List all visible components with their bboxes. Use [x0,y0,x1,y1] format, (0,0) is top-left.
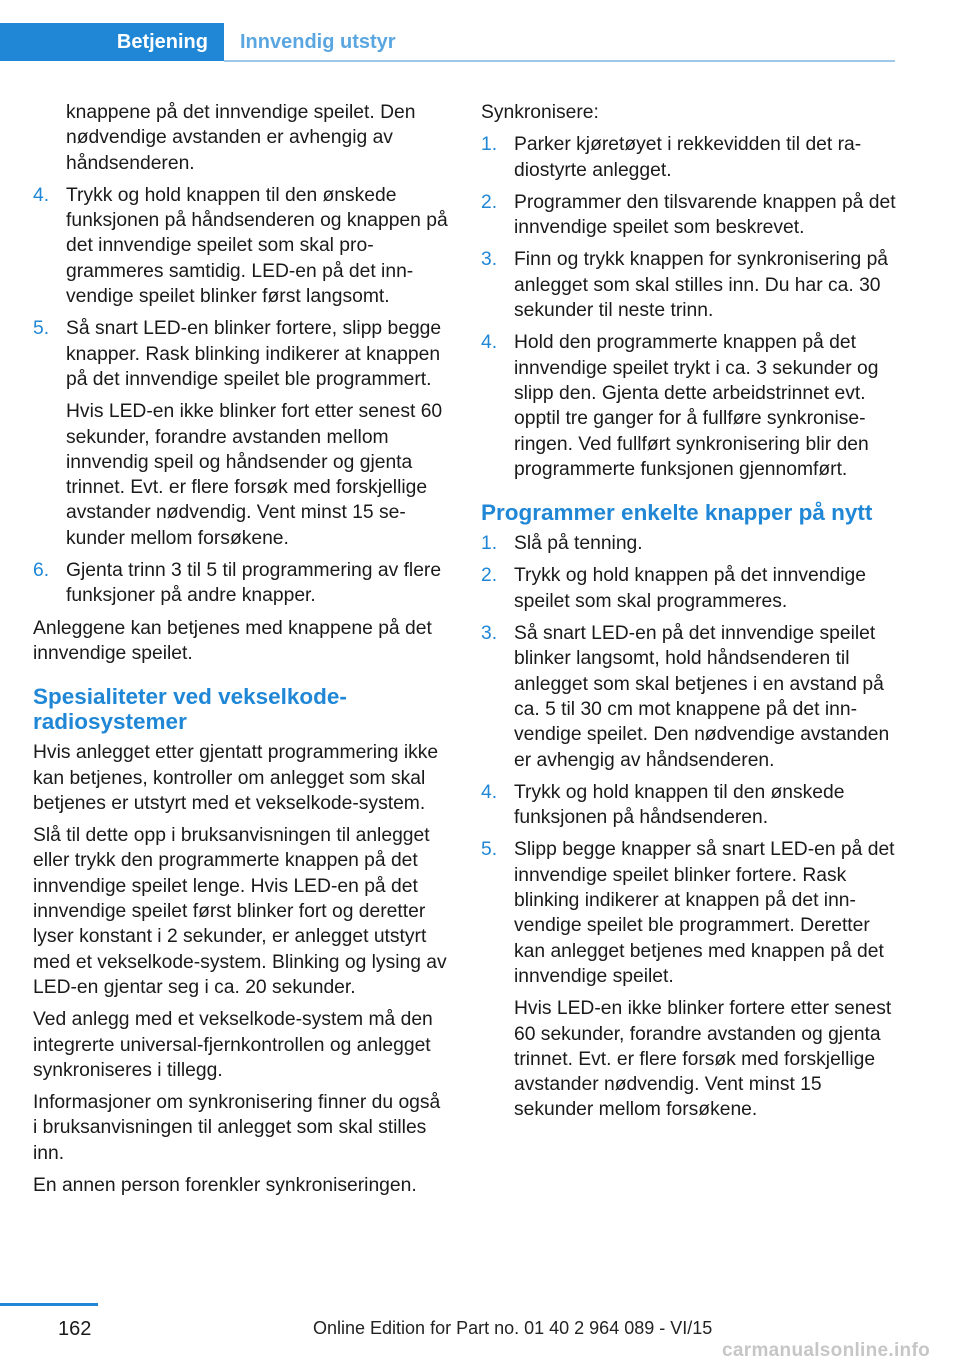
paragraph: En annen person forenkler synkroniseringen. [33,1174,417,1196]
list-item [481,531,899,556]
step-text [514,132,899,183]
step-text [66,183,449,309]
programming-steps-list [33,183,449,609]
step-number: 2. [481,191,498,213]
step-paragraph: Finn og trykk knappen for synkronisering på anlegget som skal stilles inn. Du har ca. 30 sekunder til neste trinn. [514,249,889,322]
list-item [33,316,449,551]
step-text [66,316,449,551]
step-text [514,531,899,556]
section-tab: Innvendig utstyr [240,31,396,53]
step-number: 5. [481,839,498,861]
page-number: 162 [58,1318,92,1340]
step-text [514,780,899,831]
step-paragraph: Slipp begge knapper så snart LED-en på det innvendige speilet blinker fortere. Rask blinking indikerer at knappen på det innvendige speilet ble programmert. Deretter kan anlegget betjenes med knappen på det innvendige speilet. [514,839,895,987]
step-number: 4. [481,332,498,354]
list-item [481,837,899,1122]
step-paragraph: Slå på tenning. [514,533,643,555]
reprogram-steps-list [481,531,899,1123]
step-text [66,558,449,609]
step-text [514,621,899,773]
chapter-tab [0,23,224,61]
list-item [481,621,899,773]
step-number: 5. [33,318,50,340]
step-number: 6. [33,560,50,582]
step-text [514,330,899,482]
section-heading-rolling-code: Spesialiteter ved vekselkode-radiosystemer [33,684,347,735]
step-text [514,247,899,323]
step-number: 3. [481,623,498,645]
step-paragraph: Hvis LED-en ikke blinker fortere etter senest 60 sekunder, forandre avstanden og gjenta trinnet. Evt. er flere forsøk med forskjellige avstander nødvendig. Vent minst 15 sekunder mellom forsøkene. [514,998,892,1121]
step-paragraph: Trykk og hold knappen til den ønskede funksjonen på håndsenderen. [514,781,845,829]
header-rule [224,60,895,62]
step-paragraph: Hvis LED-en ikke blinker fort etter senest 60 sekunder, forandre avstanden mellom innvendig speil og håndsender og gjenta trinnet. Evt. er flere forsøk med forskjellige avstander nødvendig. Vent minst 15 sekunder mellom forsøkene. [66,401,443,549]
list-item [481,563,899,614]
step-paragraph: Parker kjøretøyet i rekkevidden til det radiostyrte anlegget. [514,134,862,181]
section-heading-reprogram: Programmer enkelte knapper på nytt [481,500,873,526]
step-number: 4. [481,781,498,803]
paragraph: Informasjoner om synkronisering finner du også i bruksanvisningen til anlegget som skal stilles inn. [33,1092,441,1164]
step-text [514,837,899,1122]
step-paragraph: Trykk og hold knappen på det innvendige speilet som skal programmeres. [514,565,866,612]
step-number: 3. [481,249,498,271]
step-paragraph: Så snart LED-en blinker fortere, slipp begge knapper. Rask blinking indikerer at knappen på det innvendige speilet ble programmert. [66,318,442,390]
step-text [514,190,899,241]
rolling-code-paragraphs [33,740,449,1198]
step-text [514,563,899,614]
continued-step-text: knappene på det innvendige speilet. Den nødvendige avstanden er avhengig av håndsenderen. [66,102,416,174]
right-column [481,100,899,1130]
list-item [481,247,899,323]
step-number: 2. [481,565,498,587]
watermark: carmanualsonline.info [722,1340,930,1361]
page-header [0,0,895,62]
footer-rule [0,1303,98,1306]
sync-steps-list [481,132,899,482]
step-number: 1. [481,533,498,555]
list-item [481,132,899,183]
chapter-tab-label: Betjening [116,30,208,53]
list-item [33,558,449,609]
paragraph: Hvis anlegget etter gjentatt programmering ikke kan betjenes, kontroller om anlegget som skal betjenes er utstyrt med et vekselkode-system. [33,742,439,814]
step-paragraph: Hold den programmerte knappen på det innvendige speilet trykt i ca. 3 sekunder og slipp den. Gjenta dette arbeidstrinnet evt. opptil tre ganger for å fullføre synkroniseringen. Ved fullført synkronisering blir den programmerte funksjonen gjennomført. [514,332,879,480]
list-item [33,183,449,309]
step-paragraph: Så snart LED-en på det innvendige speilet blinker langsomt, hold håndsenderen til anlegget som skal betjenes i en avstand på ca. 5 til 30 cm mot knappene på det innvendige speilet. Den nødvendige avstanden er avhengig av håndsenderen. [514,623,890,771]
left-column [33,100,449,1205]
paragraph: Slå til dette opp i bruksanvisningen til anlegget eller trykk den programmerte knappen på det innvendige speilet lenge. Hvis LED-en på det innvendige speilet først blinker fort og deretter lyser konstant i 2 sekunder, er anlegget utstyrt med et vekselkode-system. Blinking og lysing av LED-en gjentar seg i ca. 20 sekunder. [33,825,447,998]
list-item [481,330,899,482]
step-paragraph: Programmer den tilsvarende knappen på det innvendige speilet som beskrevet. [514,191,896,239]
paragraph: Anleggene kan betjenes med knappene på det innvendige speilet. [33,617,432,664]
step-paragraph: Gjenta trinn 3 til 5 til programmering av flere funksjoner på andre knapper. [66,560,442,607]
step-number: 4. [33,184,50,206]
list-item [481,780,899,831]
edition-text: Online Edition for Part no. 01 40 2 964 089 - VI/15 [313,1318,713,1338]
list-item [481,190,899,241]
step-paragraph: Trykk og hold knappen til den ønskede funksjonen på håndsenderen og knappen på det innvendige speilet som skal programmeres samtidig. LED-en på det innvendige speilet blinker først langsomt. [66,184,448,308]
sync-intro: Synkronisere: [481,102,599,123]
step-number: 1. [481,134,498,156]
paragraph: Ved anlegg med et vekselkode-system må den integrerte universal-fjernkontrollen og anlegget synkroniseres i tillegg. [33,1009,433,1081]
